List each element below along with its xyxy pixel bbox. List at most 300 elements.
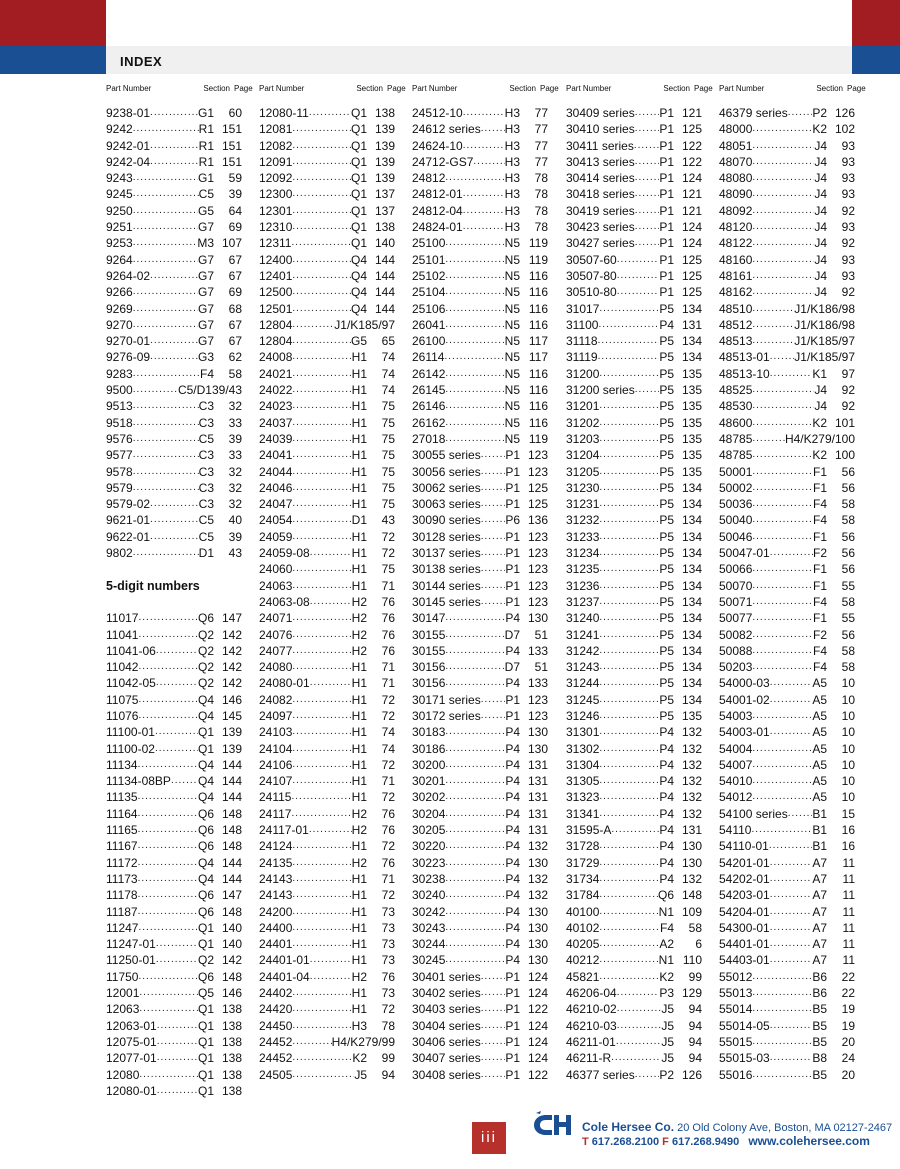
part-number: 50036 [719, 497, 753, 512]
index-entry [259, 578, 395, 594]
leader-dots [138, 789, 198, 805]
index-entry [412, 838, 548, 854]
page-ref: 76 [381, 643, 395, 658]
part-number: 30401 series [412, 969, 481, 984]
index-entry [259, 105, 395, 121]
index-entry [412, 659, 548, 675]
part-number: 30423 series [566, 220, 635, 235]
index-entry [106, 692, 242, 708]
index-entry [259, 317, 395, 333]
index-entry [259, 1034, 395, 1050]
leader-dots [155, 741, 198, 757]
page-ref: 58 [841, 513, 855, 528]
index-entry [719, 952, 855, 968]
page-ref: 77 [534, 154, 548, 169]
page-ref: 77 [534, 106, 548, 120]
leader-dots [138, 969, 198, 985]
section-code: J4 [814, 268, 827, 283]
page-ref: 60 [228, 106, 242, 120]
index-entry [412, 773, 548, 789]
index-entry [412, 154, 548, 170]
leader-dots [481, 578, 506, 594]
part-number: 24124 [259, 839, 293, 854]
section-code: P1 [505, 546, 520, 561]
part-number: 55012 [719, 969, 753, 984]
page-ref: 71 [381, 676, 395, 691]
section-code: Q1 [197, 920, 214, 935]
index-entry [259, 838, 395, 854]
page-ref: 11 [842, 904, 855, 919]
page-ref: 122 [681, 154, 702, 169]
section-code: H3 [504, 138, 520, 153]
index-entry [106, 887, 242, 903]
index-entry [566, 268, 702, 284]
page-ref: 146 [221, 692, 242, 707]
section-code: Q4 [197, 708, 214, 723]
index-entry [259, 887, 395, 903]
leader-dots [138, 627, 198, 643]
part-number: 24143 [259, 871, 293, 886]
page-ref: 142 [221, 953, 242, 968]
part-number: 31234 [566, 546, 600, 561]
leader-dots [292, 561, 351, 577]
leader-dots [599, 838, 659, 854]
page-ref: 134 [681, 611, 702, 626]
page-ref: 142 [221, 660, 242, 675]
section-code: C3 [198, 448, 214, 463]
part-number: 31245 [566, 692, 600, 707]
index-entry [566, 382, 702, 398]
section-code: Q1 [350, 106, 367, 120]
index-entry [259, 806, 395, 822]
section-code: P1 [505, 708, 520, 723]
leader-dots [599, 920, 660, 936]
part-number: 25101 [412, 252, 446, 267]
index-entry [719, 447, 855, 463]
part-number: 50001 [719, 464, 753, 479]
index-entry [259, 382, 395, 398]
leader-dots [138, 692, 198, 708]
part-number: 24117-01 [259, 823, 309, 838]
page-ref: 19 [841, 1002, 855, 1017]
page-ref: 72 [381, 692, 395, 707]
page-ref: 56 [841, 627, 855, 642]
section-code: B1 [812, 839, 827, 854]
leader-dots [150, 349, 198, 365]
index-entry [106, 806, 242, 822]
leader-dots [473, 154, 504, 170]
leader-dots [617, 252, 660, 268]
page-ref: 86/98 [824, 301, 855, 316]
index-entry [106, 675, 242, 691]
section-code: Q2 [197, 953, 214, 968]
index-entry [259, 969, 395, 985]
page-ref: 137 [374, 187, 395, 202]
index-entry [566, 301, 702, 317]
leader-dots [770, 692, 813, 708]
index-entry [719, 822, 855, 838]
index-entry [412, 415, 548, 431]
section-code: P1 [505, 969, 520, 984]
section-code: J4 [814, 383, 827, 398]
leader-dots [599, 789, 659, 805]
leader-dots [138, 855, 198, 871]
index-entry [566, 512, 702, 528]
section-code: F4 [812, 594, 827, 609]
section-code: F1 [812, 464, 827, 479]
leader-dots [445, 284, 504, 300]
page-ref: 75 [381, 497, 395, 512]
index-entry [106, 186, 242, 202]
index-entry [719, 838, 855, 854]
page-ref: 11 [842, 937, 855, 952]
part-number: 9251 [106, 220, 133, 235]
leader-dots [292, 464, 351, 480]
index-entry [719, 692, 855, 708]
index-entry [566, 1034, 702, 1050]
page-ref: 130 [527, 904, 548, 919]
page-ref: 93 [841, 154, 855, 169]
index-entry [719, 121, 855, 137]
section-code: G7 [197, 334, 214, 349]
part-number: 31118 [566, 334, 598, 349]
index-entry [412, 317, 548, 333]
part-number: 31017 [566, 301, 600, 316]
leader-dots [481, 985, 506, 1001]
leader-dots [133, 219, 198, 235]
part-number: 9578 [106, 464, 133, 479]
index-entry [412, 708, 548, 724]
index-entry [106, 219, 242, 235]
part-number: 30055 series [412, 448, 481, 463]
part-number: 24044 [259, 464, 293, 479]
index-entry [106, 757, 242, 773]
section-code: A7 [812, 888, 827, 903]
index-entry [412, 512, 548, 528]
leader-dots [292, 643, 351, 659]
leader-dots [752, 252, 814, 268]
index-entry [719, 138, 855, 154]
index-entry [719, 268, 855, 284]
part-number: 30144 series [412, 578, 481, 593]
section-code: H1 [351, 725, 367, 740]
leader-dots [617, 284, 660, 300]
leader-dots [770, 366, 813, 382]
page-ref: 16 [841, 823, 855, 838]
index-entry [566, 1018, 702, 1034]
section-code: D7 [504, 660, 520, 675]
leader-dots [292, 724, 351, 740]
part-number: 9238-01 [106, 106, 151, 120]
part-number: 24041 [259, 448, 293, 463]
section-code: P4 [659, 757, 674, 772]
section-code: P4 [505, 790, 520, 805]
website-link[interactable]: www.colehersee.com [748, 1134, 870, 1148]
part-number: 31323 [566, 790, 600, 805]
part-number: 12500 [259, 285, 293, 300]
leader-dots [292, 431, 351, 447]
section-code: P5 [659, 383, 674, 398]
part-number: 30155 [412, 627, 446, 642]
leader-dots [770, 887, 813, 903]
leader-dots [445, 952, 505, 968]
part-number: 31302 [566, 741, 600, 756]
leader-dots [150, 105, 198, 121]
leader-dots [150, 529, 199, 545]
index-entry [566, 398, 702, 414]
leader-dots [770, 952, 813, 968]
page-ref: 116 [528, 366, 548, 381]
section-code: B5 [812, 1034, 827, 1049]
part-number: 11173 [106, 871, 138, 886]
page-ref: 78 [534, 203, 548, 218]
page-ref: 76 [381, 855, 395, 870]
index-entry [719, 741, 855, 757]
page-ref: 74 [381, 366, 395, 381]
index-entry [719, 398, 855, 414]
leader-dots [292, 154, 351, 170]
section-code: J5 [661, 1002, 674, 1017]
section-code: A5 [812, 676, 827, 691]
index-entry [719, 627, 855, 643]
leader-dots [481, 969, 506, 985]
page-ref: 151 [221, 154, 242, 169]
page-ref: 10 [841, 725, 855, 740]
page-ref: 122 [527, 1002, 548, 1017]
section-code: J4 [814, 285, 827, 300]
leader-dots [752, 431, 785, 447]
section-code: H3 [504, 106, 520, 120]
page-ref: 11 [842, 888, 855, 903]
part-number: 30408 series [412, 1067, 481, 1082]
section-code: P4 [505, 757, 520, 772]
page-ref: 121 [681, 187, 702, 202]
part-number: 48051 [719, 138, 753, 153]
column-header: Part Number Section Page [412, 84, 559, 93]
page-ref: 75 [381, 415, 395, 430]
part-number: 54403-01 [719, 953, 770, 968]
leader-dots [138, 659, 198, 675]
index-entry [719, 610, 855, 626]
section-code: N5 [504, 252, 520, 267]
section-code: H1 [351, 790, 367, 805]
part-number: 12501 [259, 301, 293, 316]
part-number: 55013 [719, 986, 753, 1001]
index-entry [412, 741, 548, 757]
section-code: H1 [351, 431, 367, 446]
leader-dots [481, 1067, 506, 1083]
page-ref: 126 [681, 1067, 702, 1082]
page-ref: 121 [681, 106, 702, 120]
leader-dots [445, 757, 505, 773]
page-ref: 138 [221, 1051, 242, 1066]
part-number: 24612 series [412, 122, 481, 137]
section-code: F4 [812, 513, 827, 528]
leader-dots [481, 447, 506, 463]
index-entry [106, 529, 242, 545]
part-number: 12401 [259, 268, 293, 283]
part-number: 11172 [106, 855, 138, 870]
section-code: P5 [659, 301, 674, 316]
page-ref: 94 [688, 1051, 702, 1066]
leader-dots [445, 871, 505, 887]
section-code: Q4 [350, 252, 367, 267]
part-number: 31240 [566, 611, 600, 626]
part-number: 54204-01 [719, 904, 770, 919]
section-code: H2 [351, 643, 367, 658]
index-entry [412, 121, 548, 137]
part-number: 12075-01 [106, 1034, 157, 1049]
index-entry [412, 561, 548, 577]
leader-dots [292, 627, 351, 643]
leader-dots [292, 219, 351, 235]
leader-dots [599, 512, 659, 528]
leader-dots [445, 235, 504, 251]
part-number: 31119 [566, 350, 598, 365]
section-code: P1 [659, 106, 674, 120]
section-code: J4 [814, 187, 827, 202]
page-ref: 85/97 [824, 334, 855, 349]
part-number: 48513 [719, 334, 753, 349]
section-code: H1 [351, 904, 367, 919]
page-ref: 72 [381, 529, 395, 544]
part-number: 24450 [259, 1018, 293, 1033]
page-ref: 69 [228, 285, 242, 300]
page-ref: 73 [381, 937, 395, 952]
page-ref: 116 [528, 317, 548, 332]
index-entry [412, 1067, 548, 1083]
page-ref: 135 [681, 366, 702, 381]
index-entry [719, 431, 855, 447]
page-ref: 135 [681, 708, 702, 723]
part-number: 9242-01 [106, 138, 151, 153]
part-number: 31244 [566, 676, 600, 691]
part-number: 54001-02 [719, 692, 770, 707]
section-code: Q1 [350, 122, 367, 137]
leader-dots [599, 904, 658, 920]
part-number: 50077 [719, 611, 753, 626]
index-entry [412, 464, 548, 480]
leader-dots [611, 1050, 661, 1066]
leader-dots [617, 1018, 662, 1034]
leader-dots [752, 284, 814, 300]
index-entry [106, 920, 242, 936]
page-ref: 116 [528, 268, 548, 283]
leader-dots [481, 480, 506, 496]
part-number: 24060 [259, 562, 293, 577]
leader-dots [292, 920, 351, 936]
section-code: P5 [659, 708, 674, 723]
part-number: 9264 [106, 252, 133, 267]
index-entry [259, 561, 395, 577]
index-entry [259, 333, 395, 349]
page-ref: 94 [688, 1018, 702, 1033]
part-number: 31304 [566, 757, 600, 772]
part-number: 30240 [412, 888, 446, 903]
section-code: G7 [197, 301, 214, 316]
page-ref: 134 [681, 301, 702, 316]
section-code: J1/K1 [794, 350, 825, 365]
page-ref: 92 [841, 383, 855, 398]
page-ref: 134 [681, 692, 702, 707]
page-ref: 72 [381, 546, 395, 561]
page-ref: 139 [374, 122, 395, 137]
leader-dots [291, 235, 351, 251]
section-code: H1 [351, 578, 367, 593]
leader-dots [770, 936, 813, 952]
section-code: Q4 [197, 757, 214, 772]
part-number: 54007 [719, 757, 753, 772]
page-ref: 148 [681, 888, 702, 903]
leader-dots [752, 773, 812, 789]
index-entry [566, 871, 702, 887]
leader-dots [599, 480, 659, 496]
index-entry [566, 578, 702, 594]
index-entry [106, 333, 242, 349]
page-ref: 134 [681, 627, 702, 642]
leader-dots [481, 1001, 506, 1017]
leader-dots [599, 757, 659, 773]
index-entry [259, 284, 395, 300]
index-entry [106, 904, 242, 920]
leader-dots [133, 284, 198, 300]
leader-dots [481, 692, 506, 708]
index-entry [259, 708, 395, 724]
index-entry [259, 398, 395, 414]
part-number: 11076 [106, 708, 139, 723]
leader-dots [292, 887, 351, 903]
page-ref: 130 [527, 611, 548, 626]
section-code: B5 [812, 1002, 827, 1017]
page-ref: 72 [381, 757, 395, 772]
page-ref: 11 [842, 920, 855, 935]
index-entry [412, 366, 548, 382]
column-header: Part Number Section Page [259, 84, 406, 93]
leader-dots [752, 1067, 812, 1083]
section-code: N1 [658, 953, 674, 968]
index-entry [412, 920, 548, 936]
section-code: P4 [659, 790, 674, 805]
section-code: P4 [659, 806, 674, 821]
page-ref: 134 [681, 513, 702, 528]
leader-dots [635, 186, 660, 202]
part-number: 55014 [719, 1002, 753, 1017]
index-entry [566, 105, 702, 121]
page-ref: 148 [221, 806, 242, 821]
leader-dots [133, 252, 198, 268]
section-code: H4/K2 [331, 1034, 365, 1049]
section-code: H1 [351, 415, 367, 430]
part-number: 25106 [412, 301, 446, 316]
section-code: H1 [351, 562, 367, 577]
part-number: 12080-11 [259, 106, 309, 120]
index-entry [259, 741, 395, 757]
leader-dots [292, 838, 351, 854]
index-entry [106, 985, 242, 1001]
leader-dots [309, 822, 352, 838]
page-ref: 10 [841, 741, 855, 756]
index-entry [259, 920, 395, 936]
index-entry [719, 643, 855, 659]
page-ref: 144 [374, 252, 395, 267]
page-ref: 58 [841, 643, 855, 658]
part-number: 30507-80 [566, 268, 617, 283]
section-code: Q4 [197, 871, 214, 886]
index-entry [719, 985, 855, 1001]
section-code: N1 [658, 904, 674, 919]
page-ref: 76 [381, 969, 395, 984]
index-entry [566, 692, 702, 708]
